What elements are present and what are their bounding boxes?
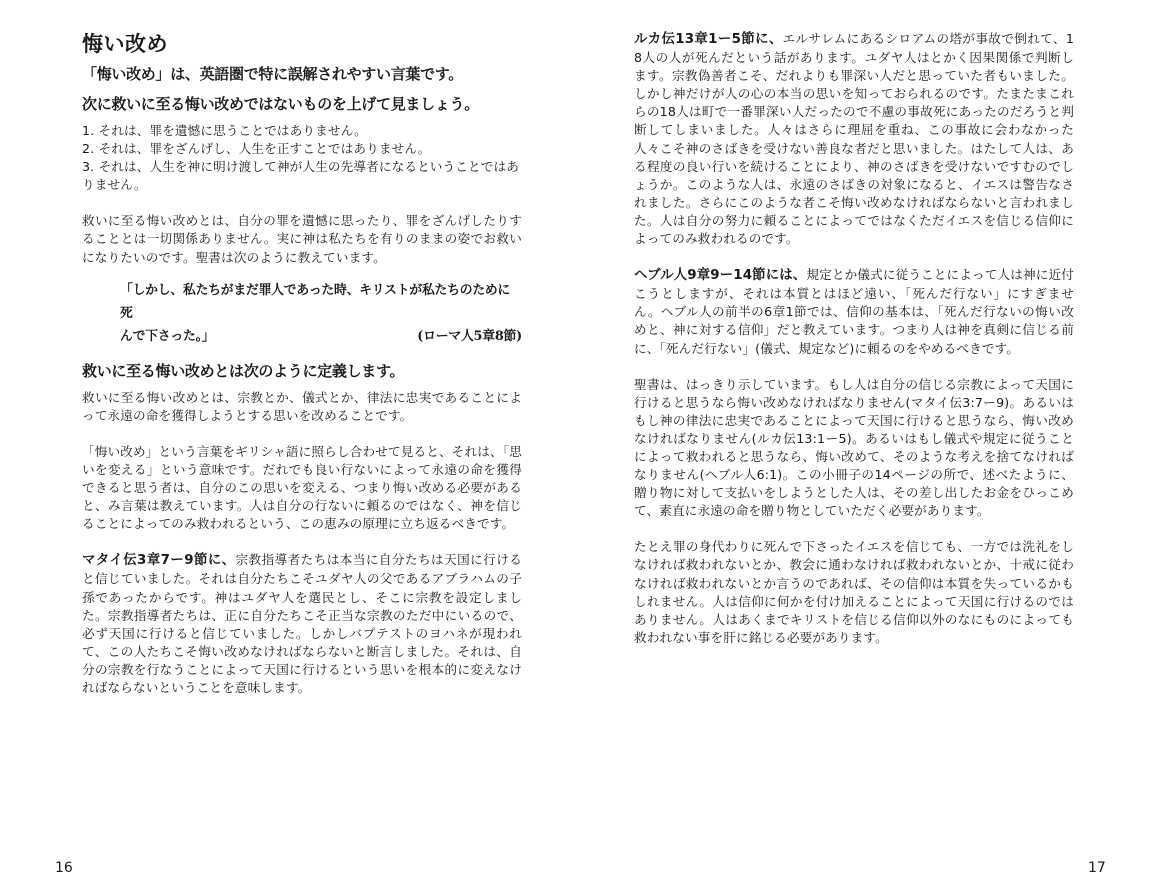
paragraph [82, 551, 522, 697]
paragraph [634, 266, 1074, 357]
paragraph: 救いに至る悔い改めとは、宗教とか、儀式とか、律法に忠実であることによって永遠の命を獲得しようとする思いを改めることです。 [82, 389, 522, 423]
paragraph: 救いに至る悔い改めとは、自分の罪を遺憾に思ったり、罪をざんげしたりすることとは一切関係ありません。実に神は私たちを有りのままの姿でお救いになりたいのです。聖書は次のように教えています。 [82, 213, 522, 265]
right-column [634, 30, 1074, 647]
scripture-reference: ヘブル人9章9ー14節には、 [634, 268, 807, 284]
right-page [578, 0, 1155, 892]
scripture-reference: ルカ伝13章1ー5節に、 [634, 32, 783, 47]
paragraph-text: 宗教指導者たちは本当に自分たちは天国に行けると信じていました。それは自分たちこそユダヤ人の父であるアブラハムの子孫であったからです。神はユダヤ人を選民とし、そこに宗教を設定しました。宗教指導者たちは、正に自分たちこそ正当な宗教のただ中にいるので、必ず天国に行けると信じていました。しかしバプテストのヨハネが現われて、この人たちこそ悔い改めなければならないと断言しました。それは、自分の宗教を行なうことによって天国に行けるという思いを根本的に変えなければならないということを意味します。 [82, 552, 522, 695]
quote-line: んで下さった。」 [120, 328, 215, 344]
paragraph: 聖書は、はっきり示しています。もし人は自分の信じる宗教によって天国に行けると思うなら悔い改めなければなりません(マタイ伝3:7ー9)。あるいはもし神の律法に忠実であることによって天国に行けると思うなら、悔い改めなければなりません(ルカ伝13:1ー5)。あるいはもし儀式や規定に従うことによって救われると思うなら、悔い改めて、そのような考えを捨てなければなりません(ヘブル人6:1)。この小冊子の14ページの所で、述べたように、贈り物に対して支払いをしようとした人は、その差し出したお金をひっこめて、素直に永遠の命を贈り物としていただく必要があります。 [634, 376, 1074, 519]
list-item: 3. それは、人生を神に明け渡して神が人生の先導者になるということではありません。 [82, 159, 520, 193]
subheading-definition: 救いに至る悔い改めとは次のように定義します。 [82, 361, 405, 380]
paragraph: たとえ罪の身代わりに死んで下さったイエスを信じても、一方では洗礼をしなければ救われないとか、教会に通わなければ救われないとか、十戒に従わなければ救われないとか言うのであれば、その信仰は本質を失っているかもしれません。人は信仰に何かを付け加えることによって天国に行けるのではありません。人はあくまでキリストを信じる信仰以外のなにものによっても救われない事を肝に銘じる必要があります。 [634, 539, 1074, 645]
paragraph: 「悔い改め」という言葉をギリシャ語に照らし合わせて見ると、それは、「思いを変える」という意味です。だれでも良い行ないによって永遠の命を獲得できると思う者は、自分のこの思いを変える、つまり悔い改める必要があると、み言葉は教えています。人は自分の行ないに頼るのではなく、神を信じることによってのみ救われるという、この恵みの原理に立ち返るべきです。 [82, 443, 522, 532]
subheading-misunderstood: 「悔い改め」は、英語圏で特に誤解されやすい言葉です。 [82, 65, 464, 83]
paragraph-text: エルサレムにあるシロアムの塔が事故で倒れて、18人の人が死んだという話があります。ユダヤ人はとかく因果関係で判断します。宗教偽善者こそ、だれよりも罪深い人だと思っていた者もいました。しかし神だけが人の心の本当の思いを知っておられるのです。たまたまこれらの18人は町で一番罪深い人だったので不慮の事故死にあったのだろうと判断してしまいました。人々はさらに理屈を重ね、この事故に会わなかった人々こそ神のさばきを受けない善良な者だと思いました。はたして人は、ある程度の良い行いを続けることにより、神のさばきを受けないですむのでしょうか。このような人は、永遠のさばきの対象になると、イエスは警告なされました。さらにこのような者こそ悔い改めなければならないと言われました。人は自分の努力に頼ることによってではなくただイエスを信じる信仰によってのみ救われるのです。 [634, 31, 1074, 247]
paragraph [634, 30, 1074, 248]
scripture-reference: マタイ伝3章7ー9節に、 [82, 553, 236, 569]
scripture-quote [120, 279, 522, 348]
list-item: 2. それは、罪をざんげし、人生を正すことではありません。 [82, 141, 431, 157]
not-repentance-list [82, 122, 522, 194]
quote-reference: (ローマ人5章8節) [417, 328, 522, 344]
page-number: 17 [1088, 860, 1106, 876]
page-title: 悔い改め [82, 32, 168, 56]
left-column [82, 30, 522, 697]
subheading-not-repentance: 次に救いに至る悔い改めではないものを上げて見ましょう。 [82, 95, 479, 113]
quote-line: 「しかし、私たちがまだ罪人であった時、キリストが私たちのために死 [120, 282, 511, 321]
list-item: 1. それは、罪を遺憾に思うことではありません。 [82, 123, 367, 138]
page-number: 16 [55, 860, 73, 876]
paragraph-text: 規定とか儀式に従うことによって人は神に近付こうとしますが、それは本質とはほど遠い、「死んだ行ない」にすぎません。ヘブル人の前半の6章1節では、信仰の基本は、「死んだ行ないの悔い改めと、神に対する信仰」だと教えています。つまり人は神を真剣に信じる前に、「死んだ行ない」(儀式、規定など)に頼るのをやめるべきです。 [634, 267, 1074, 356]
